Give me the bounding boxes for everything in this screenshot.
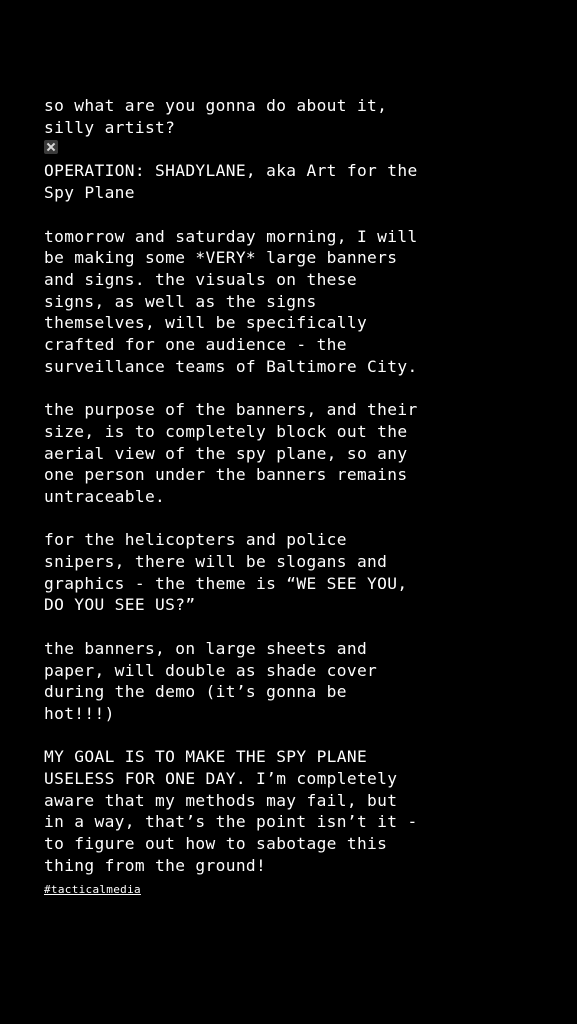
spacer (44, 204, 564, 226)
intro-text: so what are you gonna do about it, silly artist? (44, 96, 388, 137)
paragraph-4: the banners, on large sheets and paper, will double as shade cover during the demo (it’s gonna be hot!!!) (44, 638, 378, 723)
spacer (44, 616, 564, 638)
skull-crossbones-icon (44, 140, 58, 154)
paragraph-5: MY GOAL IS TO MAKE THE SPY PLANE USELESS FOR ONE DAY. I’m completely aware that my methods may fail, but in a way, that’s the point isn’t it - to figure out how to sabotage this thing from the ground! (44, 747, 418, 875)
paragraph-3: for the helicopters and police snipers, there will be slogans and graphics - the theme is “WE SEE YOU, DO YOU SEE US?” (44, 530, 408, 615)
story-text-block (44, 95, 564, 897)
paragraph-1: tomorrow and saturday morning, I will be making some *VERY* large banners and signs. the visuals on these signs, as well as the signs themselves, will be specifically crafted for one audience - the surveillance teams of Baltimore City. (44, 226, 418, 376)
hashtag-link[interactable]: #tacticalmedia (44, 882, 141, 896)
spacer (44, 508, 564, 530)
spacer (44, 377, 564, 399)
operation-title: OPERATION: SHADYLANE, aka Art for the Spy Plane (44, 161, 418, 203)
paragraph-2: the purpose of the banners, and their size, is to completely block out the aerial view of the spy plane, so any one person under the banners remains untraceable. (44, 400, 418, 506)
spacer (44, 725, 564, 747)
